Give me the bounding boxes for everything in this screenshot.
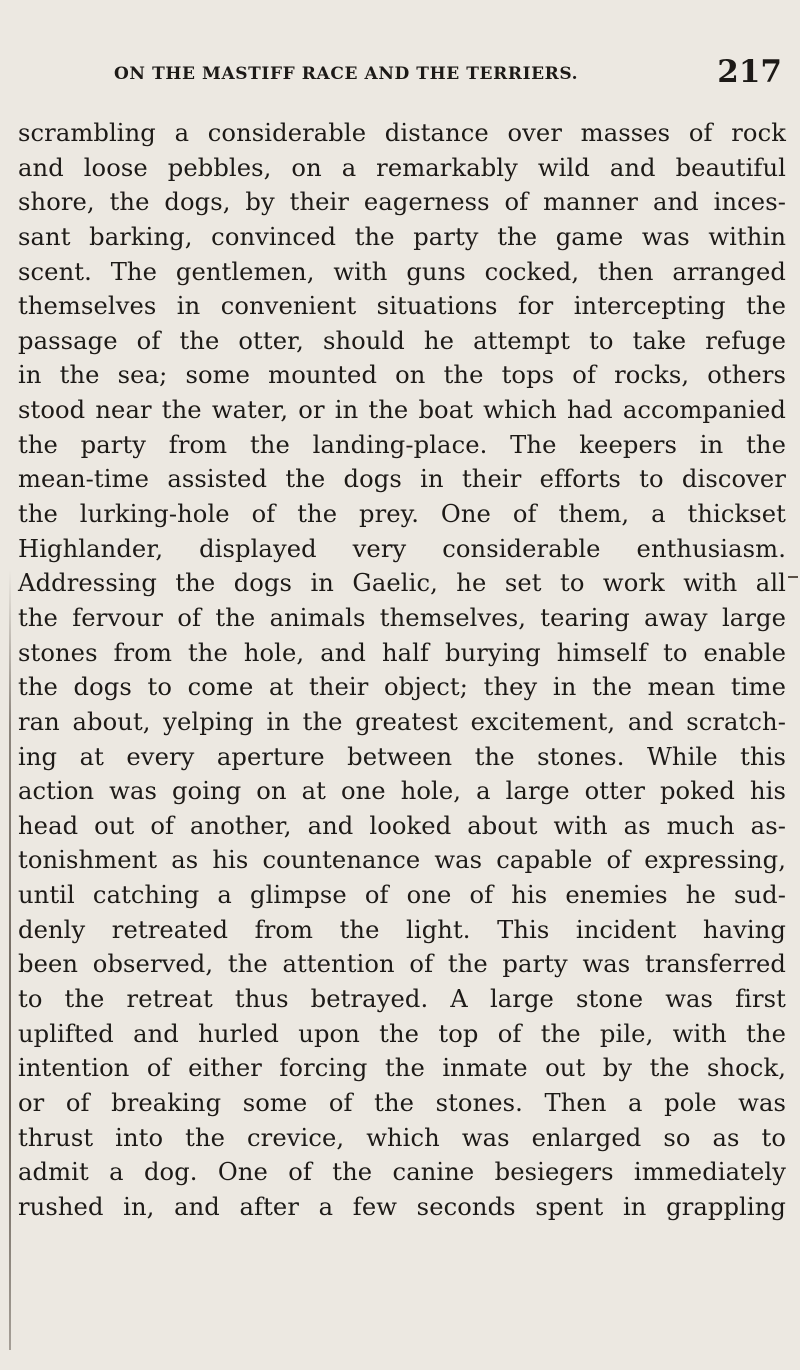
text-line: thrust into the crevice, which was enlarged so as to [18, 1123, 786, 1152]
text-line: action was going on at one hole, a large otter poked his [18, 777, 786, 806]
text-line: stones from the hole, and half burying himself to enable [18, 638, 786, 667]
text-line: mean-time assisted the dogs in their efforts to discover [18, 465, 786, 494]
text-line: scent. The gentlemen, with guns cocked, then arranged [18, 257, 786, 286]
text-line: ran about, yelping in the greatest excitement, and scratch- [18, 707, 786, 736]
text-line: the fervour of the animals themselves, tearing away large [18, 603, 786, 632]
text-line: themselves in convenient situations for intercepting the [18, 292, 786, 321]
text-line: passage of the otter, should he attempt to take refuge [18, 326, 786, 355]
binding-gutter-shadow [9, 570, 11, 1350]
text-line: and loose pebbles, on a remarkably wild and beautiful [18, 153, 786, 182]
text-line: ing at every aperture between the stones. While this [18, 742, 786, 771]
page-number: 217 [717, 54, 782, 90]
text-line: head out of another, and looked about with as much as- [18, 811, 786, 840]
text-line: sant barking, convinced the party the game was within [18, 222, 786, 251]
text-line: Highlander, displayed very considerable enthusiasm. [18, 534, 786, 563]
text-line: tonishment as his countenance was capable of expressing, [18, 846, 786, 875]
text-line: been observed, the attention of the party was transferred [18, 950, 786, 979]
text-line: to the retreat thus betrayed. A large stone was first [18, 985, 786, 1014]
margin-mark [788, 576, 798, 578]
text-line: the lurking-hole of the prey. One of them, a thickset [18, 500, 786, 529]
body-text [18, 116, 786, 1225]
text-line: rushed in, and after a few seconds spent in grappling [18, 1192, 786, 1221]
text-line: the party from the landing-place. The keepers in the [18, 430, 786, 459]
text-line: uplifted and hurled upon the top of the pile, with the [18, 1019, 786, 1048]
text-line: Addressing the dogs in Gaelic, he set to work with all [18, 569, 786, 598]
running-head: ON THE MASTIFF RACE AND THE TERRIERS. [114, 64, 579, 84]
text-line: in the sea; some mounted on the tops of rocks, others [18, 361, 786, 390]
page-header [114, 54, 782, 98]
text-line: intention of either forcing the inmate out by the shock, [18, 1054, 786, 1083]
text-line: scrambling a considerable distance over masses of rock [18, 119, 786, 147]
text-line: denly retreated from the light. This incident having [18, 915, 786, 944]
text-line: shore, the dogs, by their eagerness of manner and inces- [18, 188, 786, 217]
text-line: admit a dog. One of the canine besiegers immediately [18, 1158, 786, 1187]
text-line: the dogs to come at their object; they in the mean time [18, 673, 786, 702]
text-line: until catching a glimpse of one of his enemies he sud- [18, 881, 786, 910]
text-line: or of breaking some of the stones. Then a pole was [18, 1088, 786, 1117]
text-line: stood near the water, or in the boat which had accompanied [18, 396, 786, 425]
